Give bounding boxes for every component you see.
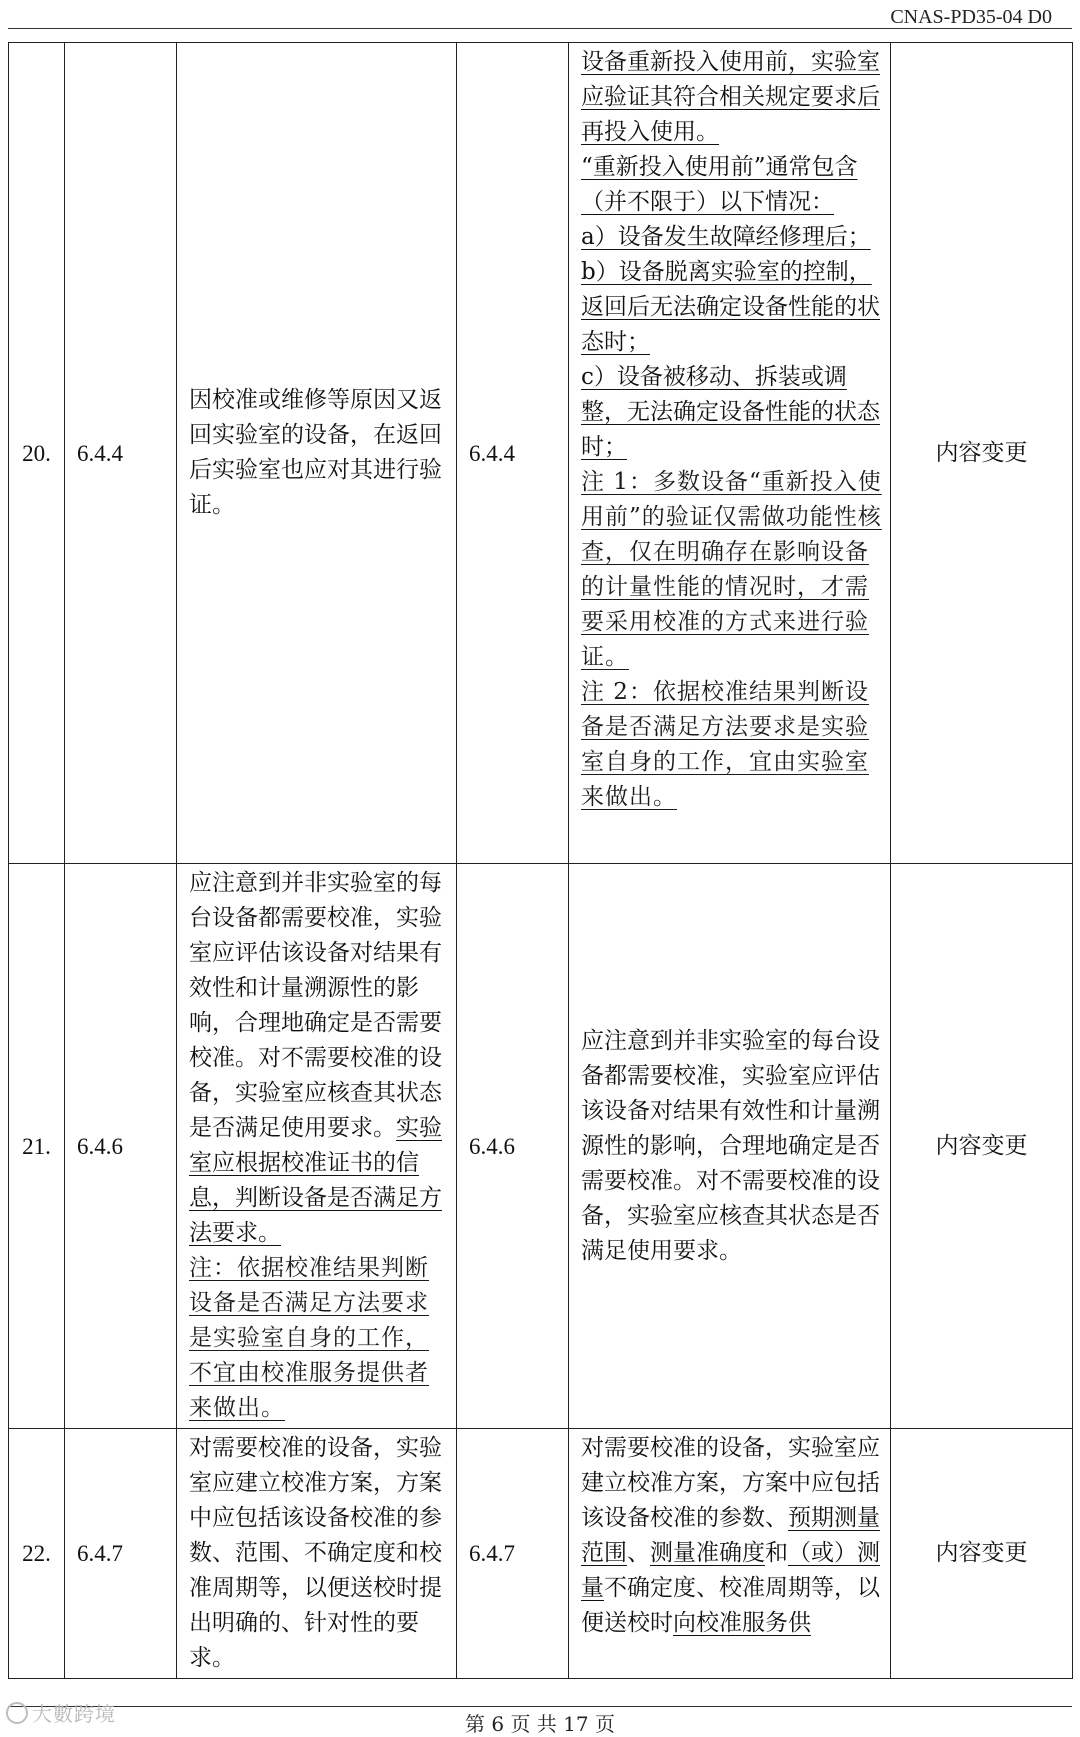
old-note: 注：依据校准结果判断设备是否满足方法要求是实验室自身的工作，不宜由校准服务提供者来做出。 bbox=[189, 1255, 429, 1421]
old-added-text: 实验室应根据校准证书的信息，判断设备是否满足方法要求。 bbox=[189, 1115, 442, 1246]
new-text: 应注意到并非实验室的每台设备都需要校准，实验室应评估该设备对结果有效性和计量溯源性的影响，合理地确定是否需要校准。对不需要校准的设备，实验室应核查其状态是否满足使用要求。 bbox=[569, 864, 891, 1429]
change-type: 内容变更 bbox=[891, 864, 1073, 1429]
document-code: CNAS-PD35-04 D0 bbox=[890, 6, 1052, 28]
note-2: 注 2：依据校准结果判断设备是否满足方法要求是实验室自身的工作，宜由实验室来做出。 bbox=[581, 679, 869, 810]
row-number: 20. bbox=[9, 43, 65, 864]
old-clause: 6.4.6 bbox=[65, 864, 177, 1429]
old-text: 对需要校准的设备，实验室应建立校准方案，方案中应包括该设备校准的参数、范围、不确定度和校准周期等，以便送校时提出明确的、针对性的要求。 bbox=[177, 1429, 457, 1679]
old-text: 因校准或维修等原因又返回实验室的设备，在返回后实验室也应对其进行验证。 bbox=[177, 43, 457, 864]
old-clause: 6.4.7 bbox=[65, 1429, 177, 1679]
revision-table bbox=[8, 42, 1073, 1679]
footer-rule bbox=[8, 1706, 1072, 1707]
old-clause: 6.4.4 bbox=[65, 43, 177, 864]
header-rule bbox=[8, 28, 1072, 29]
new-text: 对需要校准的设备，实验室应建立校准方案，方案中应包括该设备校准的参数、预期测量范围、测量准确度和（或）测量不确定度、校准周期等，以便送校时向校准服务供 bbox=[569, 1429, 891, 1679]
change-type: 内容变更 bbox=[891, 43, 1073, 864]
change-type: 内容变更 bbox=[891, 1429, 1073, 1679]
new-clause: 6.4.7 bbox=[457, 1429, 569, 1679]
old-text: 应注意到并非实验室的每台设备都需要校准，实验室应评估该设备对结果有效性和计量溯源性的影响，合理地确定是否需要校准。对不需要校准的设备，实验室应核查其状态是否满足使用要求。实验室应根据校准证书的信息，判断设备是否满足方法要求。 注：依据校准结果判断设备是否满足方法要求是实验室自身的工作，不宜由校准服务提供者来做出。 bbox=[177, 864, 457, 1429]
new-clause: 6.4.6 bbox=[457, 864, 569, 1429]
page-number: 第 6 页 共 17 页 bbox=[465, 1712, 615, 1736]
watermark: 大數跨境 bbox=[6, 1698, 116, 1727]
table-row bbox=[9, 1429, 1073, 1679]
table-row bbox=[9, 864, 1073, 1429]
row-number: 21. bbox=[9, 864, 65, 1429]
new-text: 设备重新投入使用前，实验室应验证其符合相关规定要求后再投入使用。 “重新投入使用前”通常包含（并不限于）以下情况： a）设备发生故障经修理后； b）设备脱离实验室的控制，返回后无法确定设备性能的状态时； c）设备被移动、拆装或调整，无法确定设备性能的状态时； 注 1：多数设备“重新投入使用前”的验证仅需做功能性核查，仅在明确存在影响设备的计量性能的情况时，才需要采用校准的方式来进行验证。 注 2：依据校准结果判断设备是否满足方法要求是实验室自身的工作，宜由实验室来做出。 bbox=[569, 43, 891, 864]
row-number: 22. bbox=[9, 1429, 65, 1679]
note-1: 注 1：多数设备“重新投入使用前”的验证仅需做功能性核查，仅在明确存在影响设备的计量性能的情况时，才需要采用校准的方式来进行验证。 bbox=[581, 469, 882, 670]
table-row bbox=[9, 43, 1073, 864]
new-clause: 6.4.4 bbox=[457, 43, 569, 864]
